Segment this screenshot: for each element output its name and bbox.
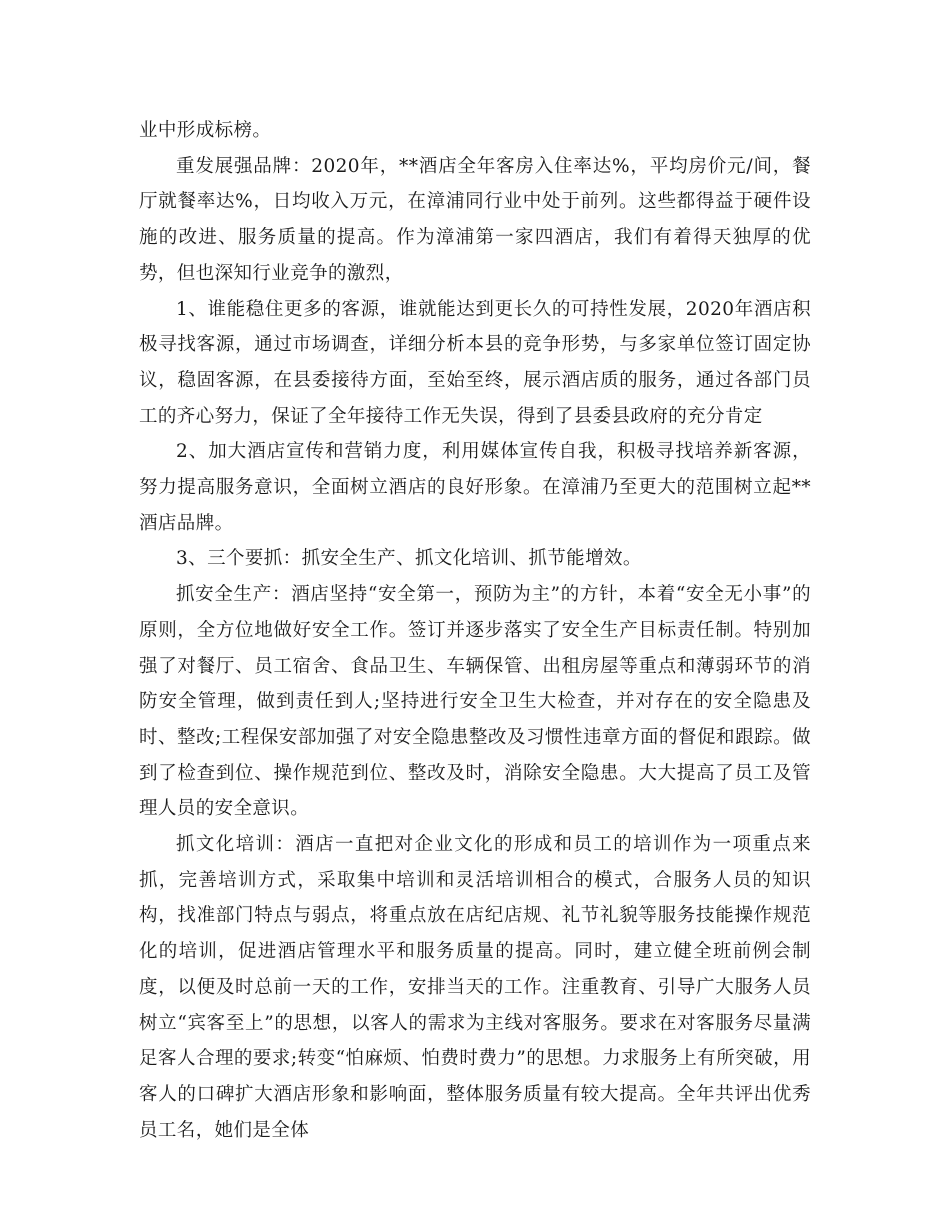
paragraph-item-2-promotion: 2、加大酒店宣传和营销力度，利用媒体宣传自我，积极寻找培养新客源，努力提高服务意识，全面树立酒店的良好形象。在漳浦乃至更大的范围树立起**酒店品牌。 bbox=[139, 441, 811, 534]
paragraph-culture-training: 抓文化培训：酒店一直把对企业文化的形成和员工的培训作为一项重点来抓，完善培训方式，采取集中培训和灵活培训相合的模式，合服务人员的知识构，找准部门特点与弱点，将重点放在店纪店规、礼节礼貌等服务技能操作规范化的培训，促进酒店管理水平和服务质量的提高。同时，建立健全班前例会制度，以便及时总前一天的工作，安排当天的工作。注重教育、引导广大服务人员树立“宾客至上”的思想，以客人的需求为主线对客服务。要求在对客服务尽量满足客人合理的要求;转变“怕麻烦、怕费时费力”的思想。力求服务上有所突破，用客人的口碑扩大酒店形象和影响面，整体服务质量有较大提高。全年共评出优秀员工名，她们是全体 bbox=[139, 834, 811, 1141]
paragraph-brand-development: 重发展强品牌：2020年，**酒店全年客房入住率达%，平均房价元/间，餐厅就餐率达%，日均收入万元，在漳浦同行业中处于前列。这些都得益于硬件设施的改进、服务质量的提高。作为漳浦第一家四酒店，我们有着得天独厚的优势，但也深知行业竞争的激烈， bbox=[139, 155, 811, 284]
paragraph-safety-production: 抓安全生产：酒店坚持“安全第一，预防为主”的方针，本着“安全无小事”的原则，全方位地做好安全工作。签订并逐步落实了安全生产目标责任制。特别加强了对餐厅、员工宿舍、食品卫生、车辆保管、出租房屋等重点和薄弱环节的消防安全管理，做到责任到人;坚持进行安全卫生大检查，并对存在的安全隐患及时、整改;工程保安部加强了对安全隐患整改及习惯性违章方面的督促和跟踪。做到了检查到位、操作规范到位、整改及时，消除安全隐患。大大提高了员工及管理人员的安全意识。 bbox=[139, 584, 811, 820]
document-body bbox=[139, 113, 811, 1148]
paragraph-continuation: 业中形成标榜。 bbox=[139, 120, 272, 141]
paragraph-item-3-three-priorities: 3、三个要抓：抓安全生产、抓文化培训、抓节能增效。 bbox=[176, 548, 642, 570]
paragraph-item-1-customer-source: 1、谁能稳住更多的客源，谁就能达到更长久的可持性发展，2020年酒店积极寻找客源，通过市场调查，详细分析本县的竞争形势，与多家单位签订固定协议，稳固客源，在县委接待方面，至始至终，展示酒店质的服务，通过各部门员工的齐心努力，保证了全年接待工作无失误，得到了县委县政府的充分肯定 bbox=[139, 298, 811, 427]
